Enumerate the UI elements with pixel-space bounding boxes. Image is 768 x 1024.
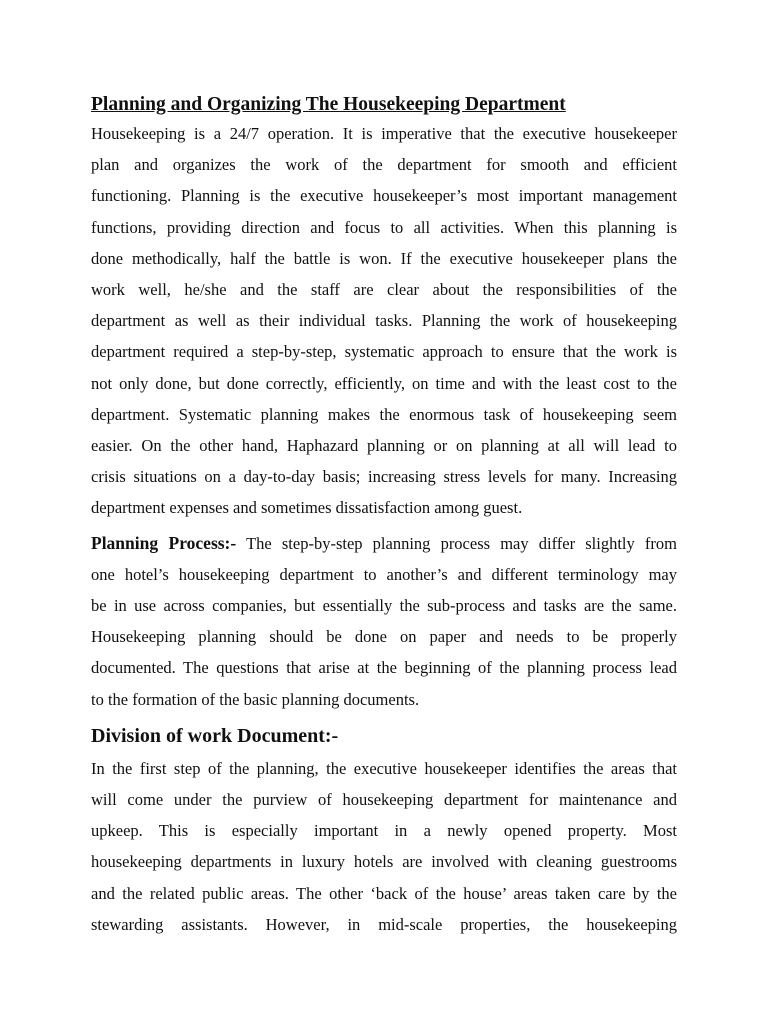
- intro-line-7: department as well as their individual tasks. Planning the work of housekeeping: [91, 311, 677, 331]
- intro-line-2: plan and organizes the work of the department for smooth and efficient: [91, 155, 677, 175]
- planning-process-line-4: Housekeeping planning should be done on paper and needs to be properly: [91, 627, 677, 647]
- division-line-5: and the related public areas. The other ‘back of the house’ areas taken care by the: [91, 883, 677, 903]
- planning-process-line-1: [91, 528, 677, 559]
- planning-process-line-2: one hotel’s housekeeping department to another’s and different terminology may: [91, 564, 677, 584]
- intro-line-13: department expenses and sometimes dissatisfaction among guest.: [91, 498, 523, 518]
- intro-line-12: crisis situations on a day-to-day basis; increasing stress levels for many. Increasing: [91, 467, 677, 487]
- division-line-1: In the first step of the planning, the executive housekeeper identifies the areas that: [91, 758, 677, 778]
- division-line-2: will come under the purview of housekeeping department for maintenance and: [91, 790, 677, 810]
- intro-line-6: work well, he/she and the staff are clear about the responsibilities of the: [91, 280, 677, 300]
- planning-process-heading: Planning Process:-: [91, 532, 237, 553]
- intro-line-9: not only done, but done correctly, efficiently, on time and with the least cost to the: [91, 373, 677, 393]
- division-heading: Division of work Document:-: [91, 724, 339, 747]
- planning-process-first-line: The step-by-step planning process may differ slightly from: [236, 533, 677, 553]
- division-line-3: upkeep. This is especially important in a newly opened property. Most: [91, 821, 677, 841]
- planning-process-line-3: be in use across companies, but essentially the sub-process and tasks are the same.: [91, 596, 677, 616]
- intro-line-10: department. Systematic planning makes the enormous task of housekeeping seem: [91, 404, 677, 424]
- document-title: Planning and Organizing The Housekeeping Department: [91, 94, 566, 115]
- intro-paragraph: [91, 118, 677, 524]
- document-page: [91, 92, 677, 940]
- intro-line-4: functions, providing direction and focus to all activities. When this planning is: [91, 217, 677, 237]
- planning-process-line-6: to the formation of the basic planning documents.: [91, 689, 420, 709]
- intro-line-8: department required a step-by-step, systematic approach to ensure that the work is: [91, 342, 677, 362]
- division-paragraph: [91, 753, 677, 940]
- intro-line-3: functioning. Planning is the executive housekeeper’s most important management: [91, 186, 677, 206]
- planning-process-paragraph: [91, 528, 677, 715]
- intro-line-5: done methodically, half the battle is won. If the executive housekeeper plans the: [91, 248, 677, 268]
- intro-line-1: Housekeeping is a 24/7 operation. It is imperative that the executive housekeeper: [91, 124, 677, 143]
- division-line-6: stewarding assistants. However, in mid-scale properties, the housekeeping: [91, 914, 677, 934]
- intro-line-11: easier. On the other hand, Haphazard planning or on planning at all will lead to: [91, 436, 677, 456]
- planning-process-line-5: documented. The questions that arise at the beginning of the planning process lead: [91, 658, 677, 678]
- division-line-4: housekeeping departments in luxury hotels are involved with cleaning guestrooms: [91, 852, 677, 872]
